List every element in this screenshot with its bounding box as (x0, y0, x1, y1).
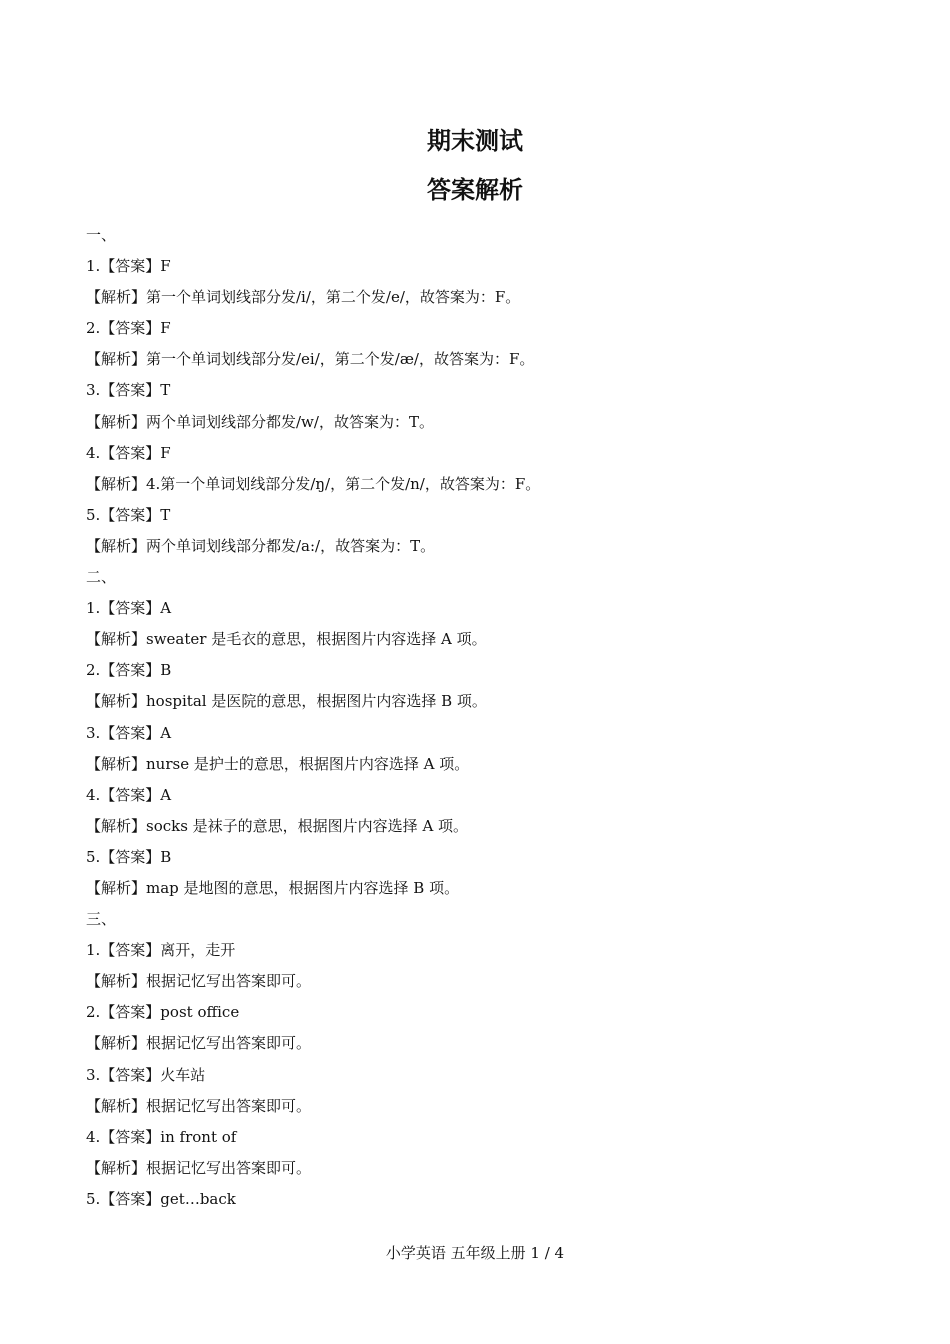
answer-line: 1.【答案】离开，走开 (86, 941, 236, 960)
answer-line: 【解析】第一个单词划线部分发/ei/，第二个发/æ/，故答案为：F。 (86, 350, 535, 369)
answer-line: 3.【答案】火车站 (86, 1065, 206, 1084)
answer-line: 一、 (86, 226, 117, 244)
answer-line: 3.【答案】T (86, 381, 171, 400)
answer-line: 三、 (86, 910, 117, 929)
answer-line: 【解析】根据记忆写出答案即可。 (86, 972, 312, 991)
answer-line: 2.【答案】B (86, 661, 172, 680)
answer-line: 5.【答案】B (86, 847, 172, 866)
answer-line: 1.【答案】F (86, 257, 171, 276)
answer-line: 【解析】4.第一个单词划线部分发/ŋ/，第二个发/n/，故答案为：F。 (86, 474, 541, 493)
page-subtitle: 答案解析 (427, 176, 523, 204)
answer-line: 2.【答案】post office (86, 1003, 240, 1022)
answer-line: 4.【答案】in front of (86, 1127, 237, 1146)
answer-line: 【解析】根据记忆写出答案即可。 (86, 1158, 312, 1177)
answer-line: 【解析】第一个单词划线部分发/i/，第二个发/e/，故答案为：F。 (86, 288, 521, 307)
answer-line: 【解析】根据记忆写出答案即可。 (86, 1096, 312, 1115)
answer-line: 【解析】nurse 是护士的意思，根据图片内容选择 A 项。 (86, 754, 470, 773)
page-footer: 小学英语 五年级上册 1 / 4 (385, 1244, 565, 1262)
answer-line: 【解析】根据记忆写出答案即可。 (86, 1034, 312, 1053)
answer-line: 4.【答案】F (86, 443, 171, 462)
answer-line: 【解析】map 是地图的意思，根据图片内容选择 B 项。 (86, 878, 460, 897)
answer-line: 【解析】两个单词划线部分都发/w/，故答案为：T。 (86, 412, 434, 431)
answer-line: 【解析】两个单词划线部分都发/a:/，故答案为：T。 (86, 536, 436, 555)
page-title: 期末测试 (427, 127, 523, 155)
answer-line: 【解析】socks 是袜子的意思，根据图片内容选择 A 项。 (86, 816, 469, 835)
answer-line: 1.【答案】A (86, 599, 172, 618)
answer-line: 2.【答案】F (86, 319, 171, 338)
answer-line: 【解析】hospital 是医院的意思，根据图片内容选择 B 项。 (86, 692, 487, 711)
answer-line: 【解析】sweater 是毛衣的意思，根据图片内容选择 A 项。 (86, 630, 487, 649)
answer-line: 二、 (86, 568, 117, 587)
answer-line: 5.【答案】get…back (86, 1189, 236, 1208)
answer-line: 3.【答案】A (86, 723, 172, 742)
answer-list (86, 220, 886, 1215)
answer-line: 5.【答案】T (86, 505, 171, 524)
answer-line: 4.【答案】A (86, 785, 172, 804)
